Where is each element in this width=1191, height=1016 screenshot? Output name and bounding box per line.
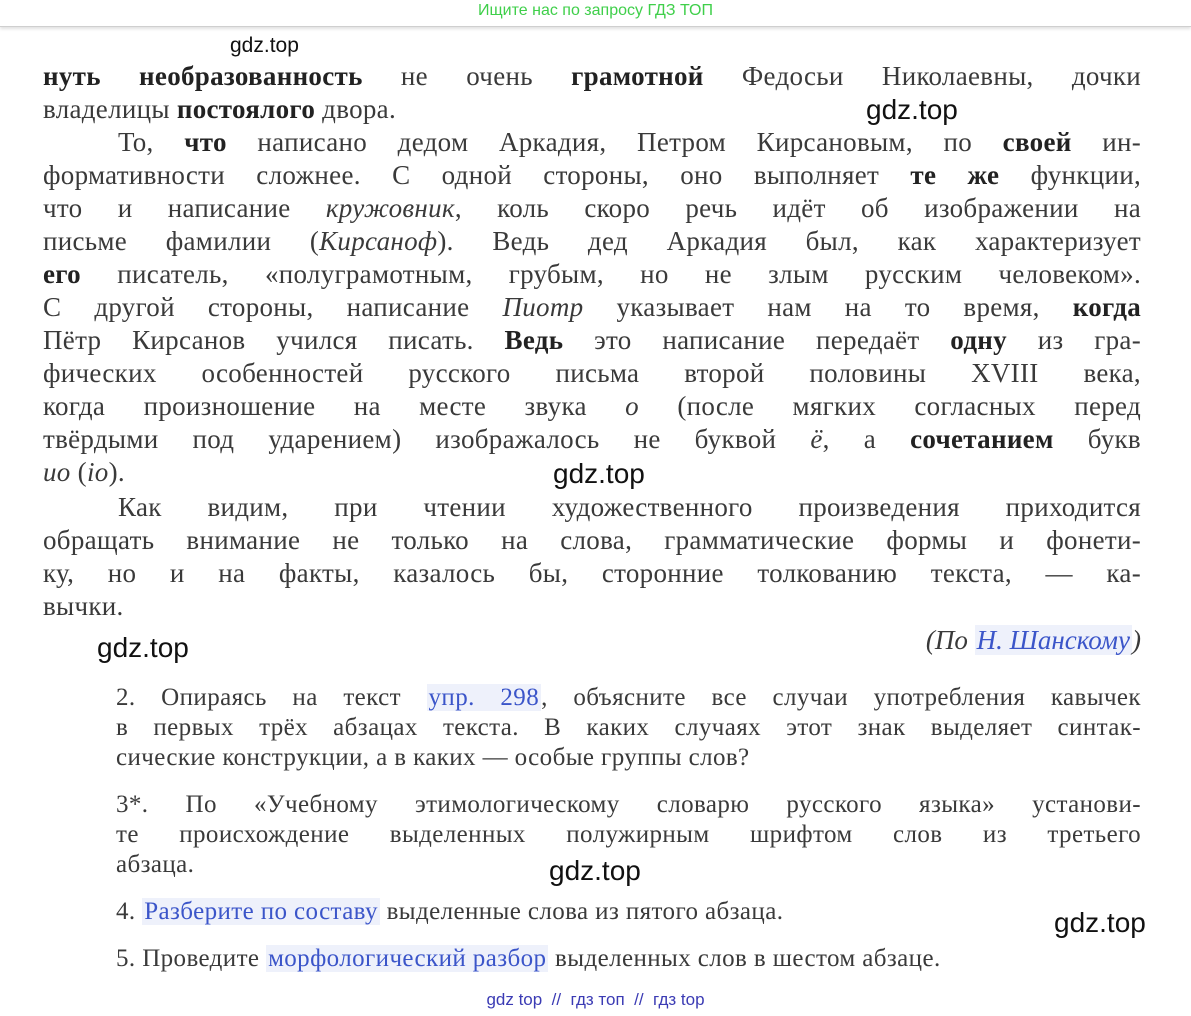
text-line: владелицы постоялого двора.: [43, 94, 397, 124]
parse-composition-link[interactable]: Разберите по составу: [144, 898, 378, 925]
search-banner: Ищите нас по запросу ГДЗ ТОП: [0, 0, 1191, 27]
watermark: gdz.top: [866, 94, 958, 125]
watermark: gdz.top: [549, 855, 641, 886]
watermark: gdz.top: [553, 458, 645, 489]
exercise-2: 2. Опираясь на текст упр. 298, объясните все случаи употребления кавычек: [116, 684, 1141, 711]
watermark: gdz.top: [97, 632, 189, 663]
text-line: письме фамилии (Кирсаноф). Ведь дед Аркадия был, как характеризует: [43, 226, 1141, 256]
text-line: его писатель, «полуграмотным, грубым, но не злым русским человеком».: [43, 259, 1141, 289]
text-line: обращать внимание не только на слова, грамматические формы и фонети-: [43, 525, 1141, 555]
text-line: вычки.: [43, 591, 124, 621]
morphology-link[interactable]: морфологический разбор: [268, 945, 547, 972]
exercise-5: 5. Проведите морфологический разбор выделенных слов в шестом абзаце.: [116, 945, 941, 972]
watermark: gdz.top: [1054, 907, 1146, 938]
text-line: ио (io).: [43, 457, 125, 487]
text-line: фических особенностей русского письма второй половины XVIII века,: [43, 358, 1141, 388]
exercise-3-line: абзаца.: [116, 851, 195, 878]
footer-watermark: gdz top // гдз топ // гдз top: [486, 990, 705, 1009]
exercise-4: 4. Разберите по составу выделенные слова из пятого абзаца.: [116, 898, 784, 925]
exercise-link[interactable]: упр. 298: [428, 684, 540, 711]
text-line: нуть необразованность не очень грамотной Федосьи Николаевны, дочки: [43, 61, 1141, 91]
text-line: когда произношение на месте звука о (после мягких согласных перед: [43, 391, 1141, 421]
text-line: твёрдыми под ударением) изображалось не буквой ё, а сочетанием букв: [43, 424, 1141, 454]
exercise-2-line: в первых трёх абзацах текста. В каких случаях этот знак выделяет синтак-: [116, 714, 1141, 741]
watermark: gdz.top: [230, 34, 299, 57]
exercise-3-line: те происхождение выделенных полужирным шрифтом слов из третьего: [116, 821, 1141, 848]
exercise-3: 3*. По «Учебному этимологическому словарю русского языка» установи-: [116, 791, 1141, 818]
text-line: что и написание кружовник, коль скоро речь идёт об изображении на: [43, 193, 1141, 223]
text-line: То, что написано дедом Аркадия, Петром Кирсановым, по своей ин-: [118, 127, 1141, 157]
text-line: ку, но и на факты, казалось бы, сторонние толкованию текста, — ка-: [43, 558, 1141, 588]
attribution: (По Н. Шанскому): [925, 625, 1141, 655]
text-line: Пётр Кирсанов учился писать. Ведь это написание передаёт одну из гра-: [43, 325, 1141, 355]
author-link[interactable]: Н. Шанскому: [976, 625, 1130, 655]
exercise-2-line: сические конструкции, а в каких — особые группы слов?: [116, 744, 750, 771]
text-line: формативности сложнее. С одной стороны, оно выполняет те же функции,: [43, 160, 1141, 190]
text-line: Как видим, при чтении художественного произведения приходится: [118, 492, 1141, 522]
text-line: С другой стороны, написание Пиотр указывает нам на то время, когда: [43, 292, 1141, 322]
